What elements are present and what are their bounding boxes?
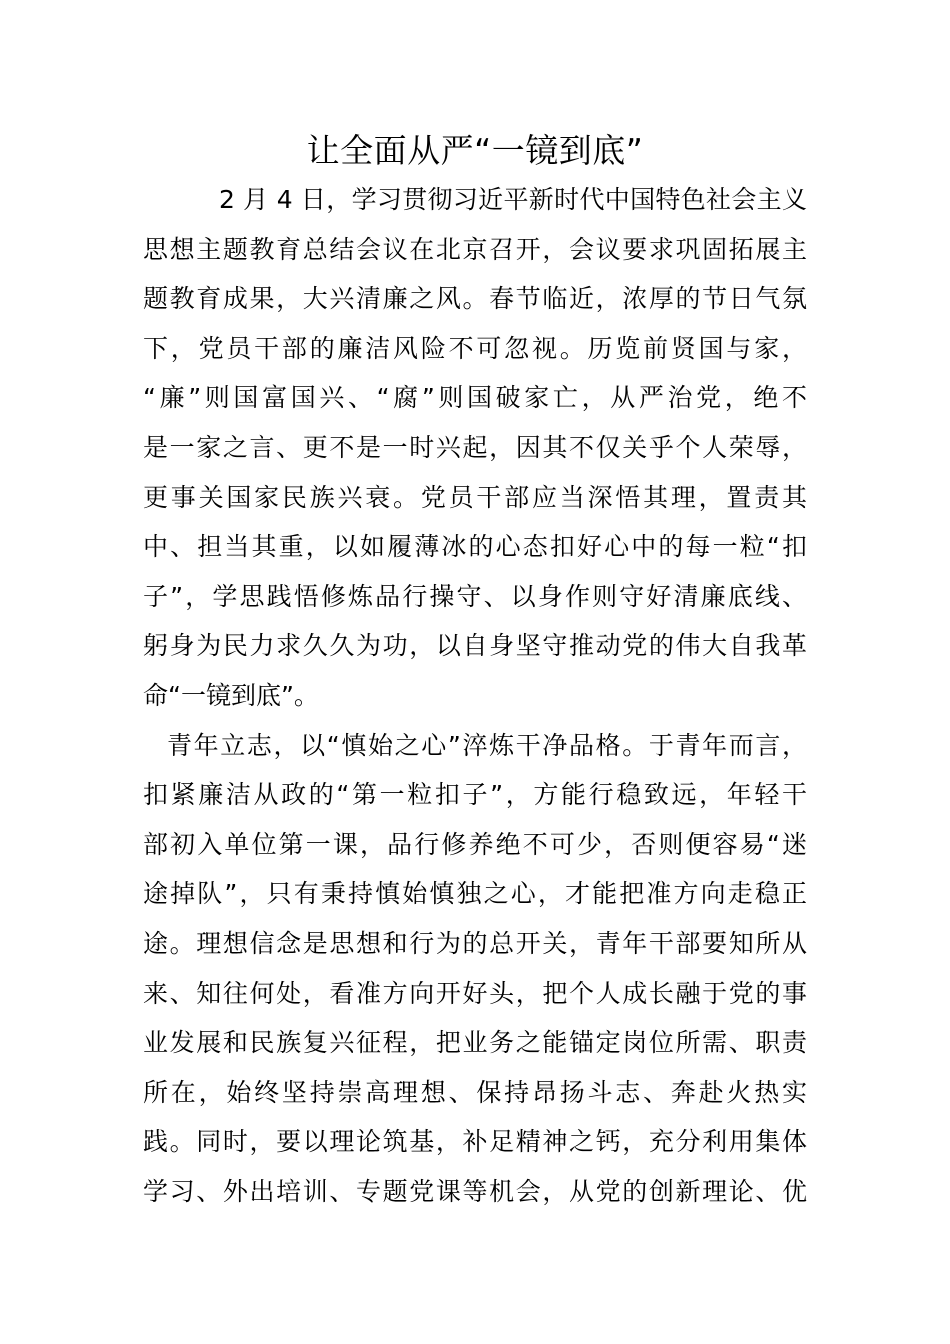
paragraph-line: 扣紧廉洁从政的“第一粒扣子”，方能行稳致远，年轻干 [143,780,807,810]
paragraph-1 [143,175,807,721]
paragraph-line: 来、知往何处，看准方向开好头，把个人成长融于党的事 [143,978,807,1008]
paragraph-line: 更事关国家民族兴衰。党员干部应当深悟其理，置责其 [143,482,807,512]
paragraph-line: “廉”则国富国兴、“腐”则国破家亡，从严治党，绝不 [143,383,807,413]
document-title: 让全面从严“一镜到底” [306,131,644,170]
paragraph-line: 思想主题教育总结会议在北京召开，会议要求巩固拓展主 [143,234,807,264]
paragraph-line: 青年立志，以“慎始之心”淬炼干净品格。于青年而言， [167,730,807,760]
paragraph-line: 践。同时，要以理论筑基，补足精神之钙，充分利用集体 [143,1127,807,1157]
paragraph-line: 躬身为民力求久久为功，以自身坚守推动党的伟大自我革 [143,631,807,661]
paragraph-line: 命“一镜到底”。 [143,680,319,710]
paragraph-line: 是一家之言、更不是一时兴起，因其不仅关乎个人荣辱， [143,432,807,462]
paragraph-line: 下，党员干部的廉洁风险不可忽视。历览前贤国与家， [143,333,807,363]
paragraph-line: 业发展和民族复兴征程，把业务之能锚定岗位所需、职责 [143,1028,807,1058]
paragraph-line: 部初入单位第一课，品行修养绝不可少，否则便容易“迷 [143,829,807,859]
paragraph-line: 子”，学思践悟修炼品行操守、以身作则守好清廉底线、 [143,581,807,611]
paragraph-2 [143,721,807,1217]
paragraph-line: 途掉队”，只有秉持慎始慎独之心，才能把准方向走稳正 [143,879,807,909]
paragraph-line: 题教育成果，大兴清廉之风。春节临近，浓厚的节日气氛 [143,284,807,314]
document-body [143,175,807,1216]
paragraph-line: 途。理想信念是思想和行为的总开关，青年干部要知所从 [143,928,807,958]
paragraph-line: 中、担当其重，以如履薄冰的心态扣好心中的每一粒“扣 [143,532,807,562]
paragraph-line: 学习、外出培训、专题党课等机会，从党的创新理论、优 [143,1176,807,1206]
paragraph-line: 所在，始终坚持崇高理想、保持昂扬斗志、奔赴火热实 [143,1077,807,1107]
paragraph-line: 2 月 4 日，学习贯彻习近平新时代中国特色社会主义 [219,185,807,214]
